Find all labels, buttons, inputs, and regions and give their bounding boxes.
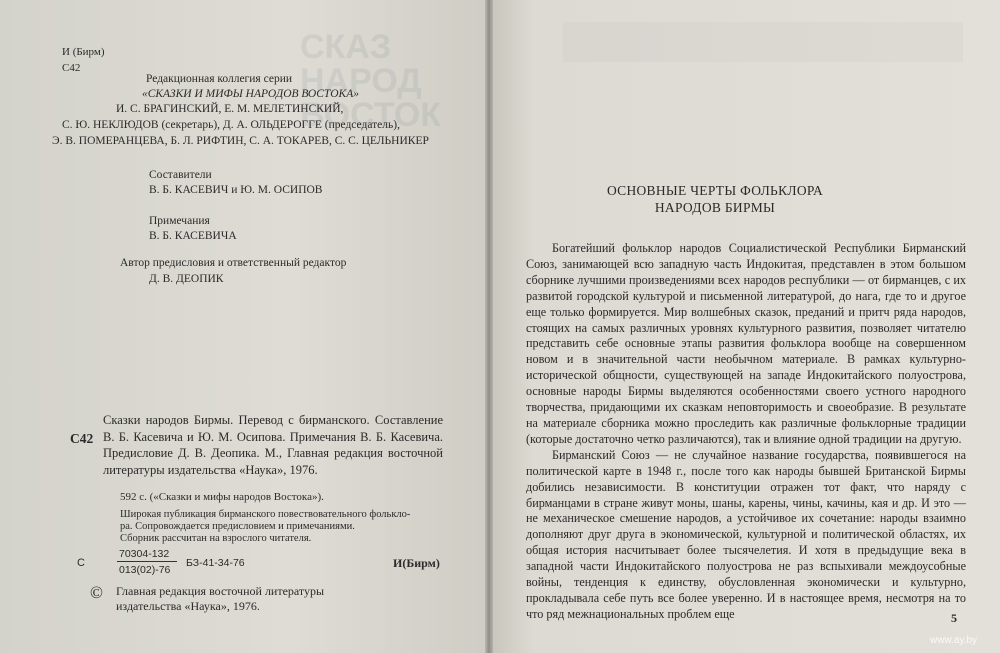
preface-label: Автор предисловия и ответственный редактор (120, 257, 347, 269)
book-gutter (485, 0, 493, 653)
bibliographic-description: Сказки народов Бирмы. Перевод с бирманского. Составление В. Б. Касевича и Ю. М. Осипова. Примечания В. Б. Касевича. Предисловие Д. В. Деопика. М., Главная редакция восточной литературы издательства «Наука», 1976. (103, 413, 443, 477)
index-c: С (77, 557, 85, 569)
body-text (526, 241, 966, 623)
series-title: «СКАЗКИ И МИФЫ НАРОДОВ ВОСТОКА» (142, 88, 359, 100)
show-through-decoration (563, 22, 963, 62)
copyright-symbol: © (90, 583, 103, 602)
chapter-heading-line-1: ОСНОВНЫЕ ЧЕРТЫ ФОЛЬКЛОРА (606, 183, 824, 198)
annotation-line-1: Широкая публикация бирманского повествовательного фолькло- (120, 509, 411, 520)
editorial-board-title: Редакционная коллегия серии (146, 73, 293, 85)
notes-author: В. Б. КАСЕВИЧА (149, 230, 237, 242)
index-class: И(Бирм) (393, 556, 440, 570)
copyright-line-2: издательства «Наука», 1976. (116, 599, 260, 613)
paragraph-1: Богатейший фольклор народов Социалистической Республики Бирманский Союз, занимающей всю западную часть Индокитая, представлен в этом большом сборнике лучшими произведениями всех народов республики — от бирманцев, с их развитой городской культурой и письменной литературой, до нага, где то и другое еще только формируется. Мир волшебных сказок, преданий и притч ряда народов, стоящих на самых различных уровнях культурного развития, позволяет читателю представить себе основные этапы развития фольклора вообще на совершенном новом и в значительной части необычном материале. В рамках культурно-исторической общности, существующей на западе Индокитайского полуострова, основные народы Бирмы выделяются особенностями своего устного народного творчества, придающими их сказкам неповторимость и своеобразие. В результате на материале сборника можно проследить как различные фольклорные традиции (которые достаточно четко различаются), так и влияние одной традиции на другую. (526, 241, 966, 446)
board-line-3: Э. В. ПОМЕРАНЦЕВА, Б. Л. РИФТИН, С. А. ТОКАРЕВ, С. С. ЦЕЛЬНИКЕР (52, 135, 429, 147)
bib-code: С42 (70, 431, 94, 446)
board-line-2: С. Ю. НЕКЛЮДОВ (секретарь), Д. А. ОЛЬДЕРОГГЕ (председатель), (62, 119, 400, 131)
book-code: С42 (62, 62, 81, 74)
paragraph-2: Бирманский Союз — не случайное название государства, появившегося на политической карте в 1948 г., после того как народы бывшей Британской Бирмы добились независимости. В конституции отражен тот факт, что наряду с бирманцами в стране живут моны, шаны, карены, чины, качины, кая и др. И это — не механическое смешение народов, а устойчивое их сочетание: народы взаимно дополняют друг друга в экономической, культурной и политической областях, их общая история насчитывает более тысячелетия. И хотя в предыдущие века в западной части Индокитайского полуострова не раз вспыхивали междоусобные войны, тенденция к единству, обусловленная экономически и культурно, прокладывала себе путь все более уверенно. И в настоящее время, несмотря на то что ряд межнациональных проблем еще (526, 447, 966, 621)
fraction-bar (117, 561, 177, 562)
classification: И (Бирм) (62, 46, 105, 58)
preface-author: Д. В. ДЕОПИК (149, 273, 224, 285)
compilers-label: Составители (149, 169, 212, 181)
index-num-1: 70304-132 (119, 548, 170, 560)
pages-line: 592 с. («Сказки и мифы народов Востока»). (120, 491, 324, 503)
watermark: www.ay.by (930, 635, 978, 646)
notes-label: Примечания (149, 215, 210, 227)
board-line-1: И. С. БРАГИНСКИЙ, Е. М. МЕЛЕТИНСКИЙ, (116, 103, 344, 115)
annotation-line-3: Сборник рассчитан на взрослого читателя. (120, 533, 312, 544)
copyright-line-1: Главная редакция восточной литературы (116, 584, 325, 598)
show-through-decoration: СКАЗ НАРОД ВОСТОК (300, 28, 441, 134)
index-bz: БЗ-41-34-76 (186, 557, 245, 569)
page-number: 5 (951, 611, 957, 625)
chapter-heading-line-2: НАРОДОВ БИРМЫ (654, 200, 776, 215)
index-num-2: 013(02)-76 (119, 564, 171, 576)
annotation-line-2: ра. Сопровождается предисловием и примечаниями. (120, 521, 355, 532)
compilers: В. Б. КАСЕВИЧ и Ю. М. ОСИПОВ (149, 184, 323, 196)
